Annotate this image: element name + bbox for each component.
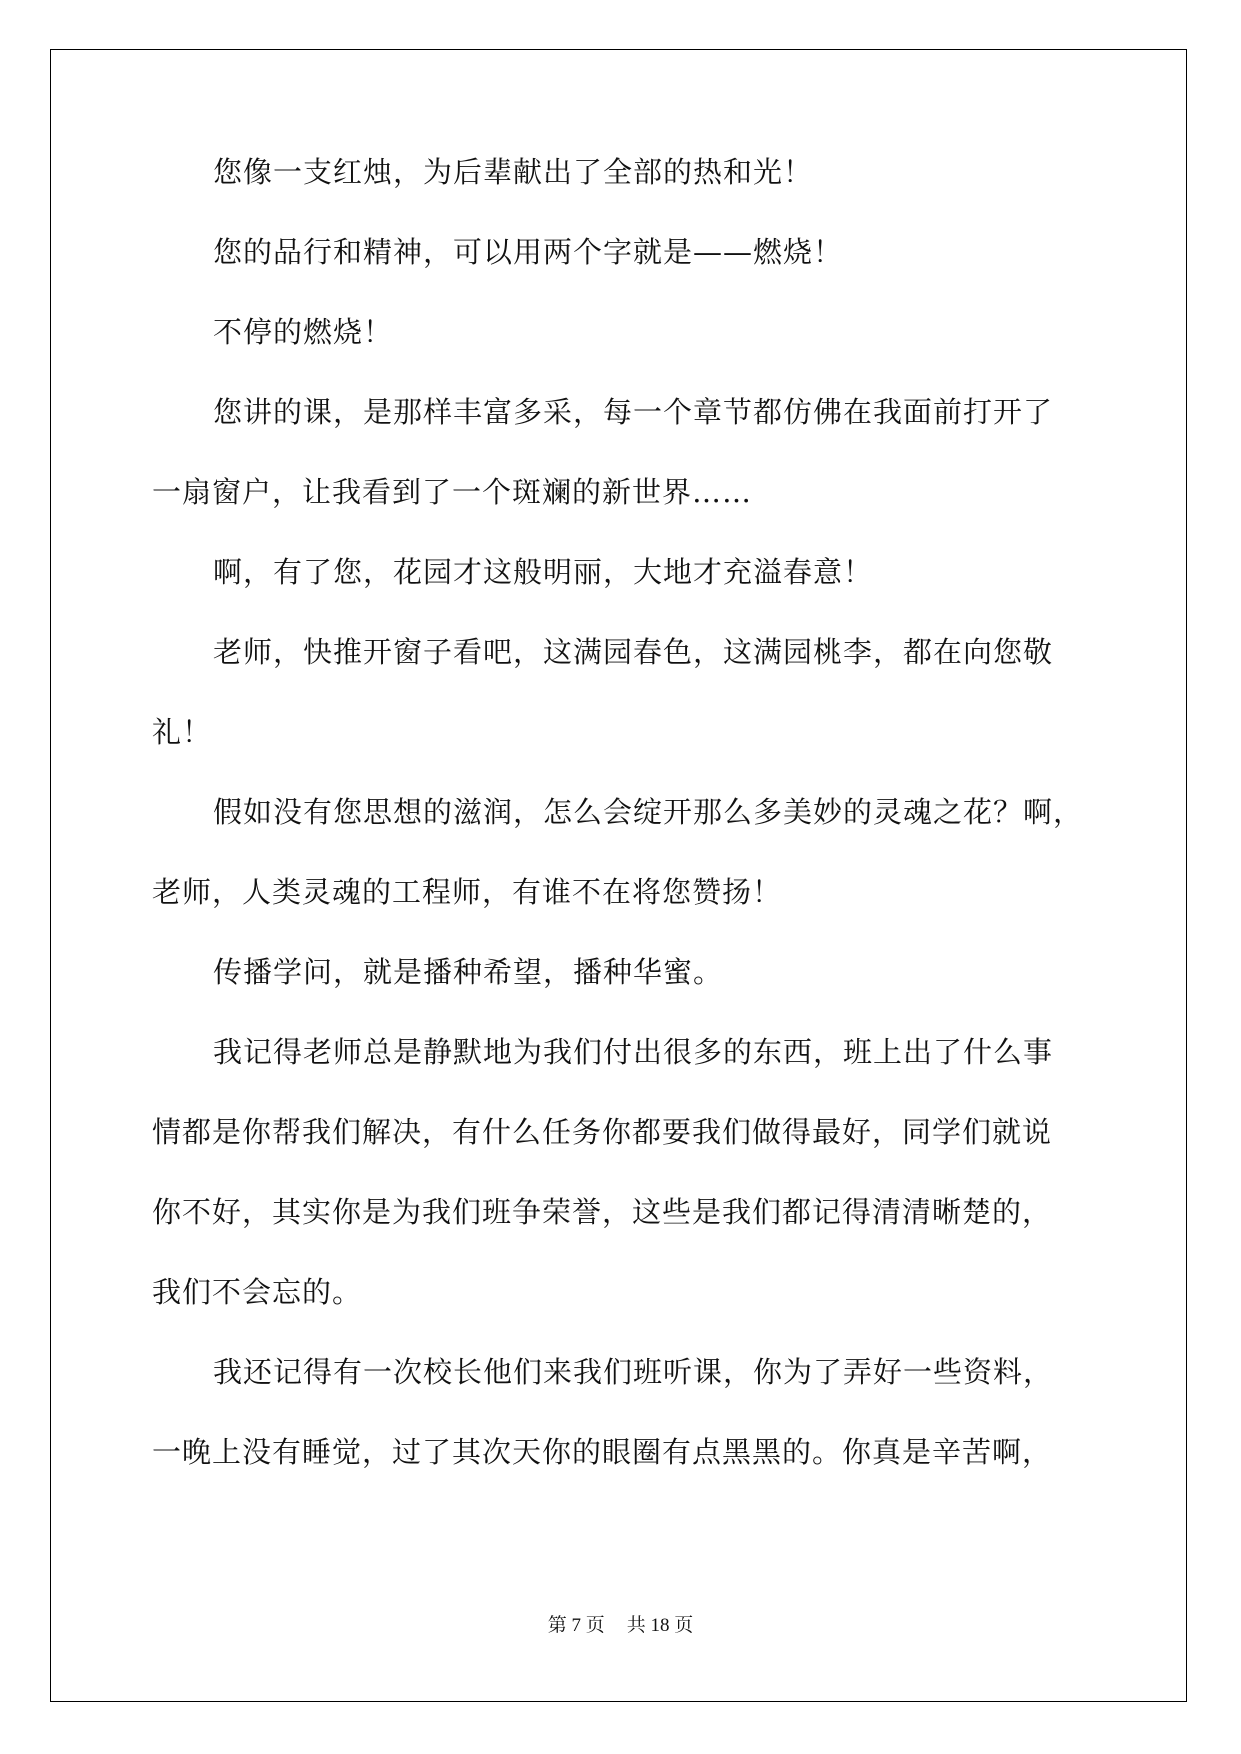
- paragraph-line: 您像一支红烛，为后辈献出了全部的热和光！: [213, 155, 814, 189]
- paragraph-line: 一晚上没有睡觉，过了其次天你的眼圈有点黑黑的。你真是辛苦啊，: [152, 1435, 1053, 1469]
- paragraph-line: 我们不会忘的。: [152, 1275, 363, 1309]
- page-number: 第 7 页: [547, 1615, 605, 1636]
- paragraph-line: 老师，快推开窗子看吧，这满园春色，这满园桃李，都在向您敬: [213, 635, 1054, 669]
- paragraph-line: 你不好，其实你是为我们班争荣誉，这些是我们都记得清清晰楚的，: [152, 1195, 1053, 1229]
- paragraph-line: 您讲的课，是那样丰富多采，每一个章节都仿佛在我面前打开了: [213, 395, 1054, 429]
- paragraph-line: 传播学问，就是播种希望，播种华蜜。: [213, 955, 724, 989]
- paragraph-line: 老师，人类灵魂的工程师，有谁不在将您赞扬！: [152, 875, 783, 909]
- paragraph-line: 我记得老师总是静默地为我们付出很多的东西，班上出了什么事: [213, 1035, 1054, 1069]
- paragraph-line: 情都是你帮我们解决，有什么任务你都要我们做得最好，同学们就说: [152, 1115, 1053, 1149]
- paragraph-line: 您的品行和精神，可以用两个字就是——燃烧！: [213, 235, 844, 269]
- page-footer: [0, 1610, 1241, 1637]
- paragraph-line: 我还记得有一次校长他们来我们班听课，你为了弄好一些资料，: [213, 1355, 1054, 1389]
- paragraph-line: 不停的燃烧！: [213, 315, 394, 349]
- paragraph-line: 啊，有了您，花园才这般明丽，大地才充溢春意！: [213, 555, 874, 589]
- page-total: 共 18 页: [626, 1615, 694, 1636]
- paragraph-line: 假如没有您思想的滋润，怎么会绽开那么多美妙的灵魂之花？啊，: [213, 795, 1084, 829]
- paragraph-line: 一扇窗户，让我看到了一个斑斓的新世界……: [152, 475, 753, 509]
- paragraph-line: 礼！: [152, 715, 213, 749]
